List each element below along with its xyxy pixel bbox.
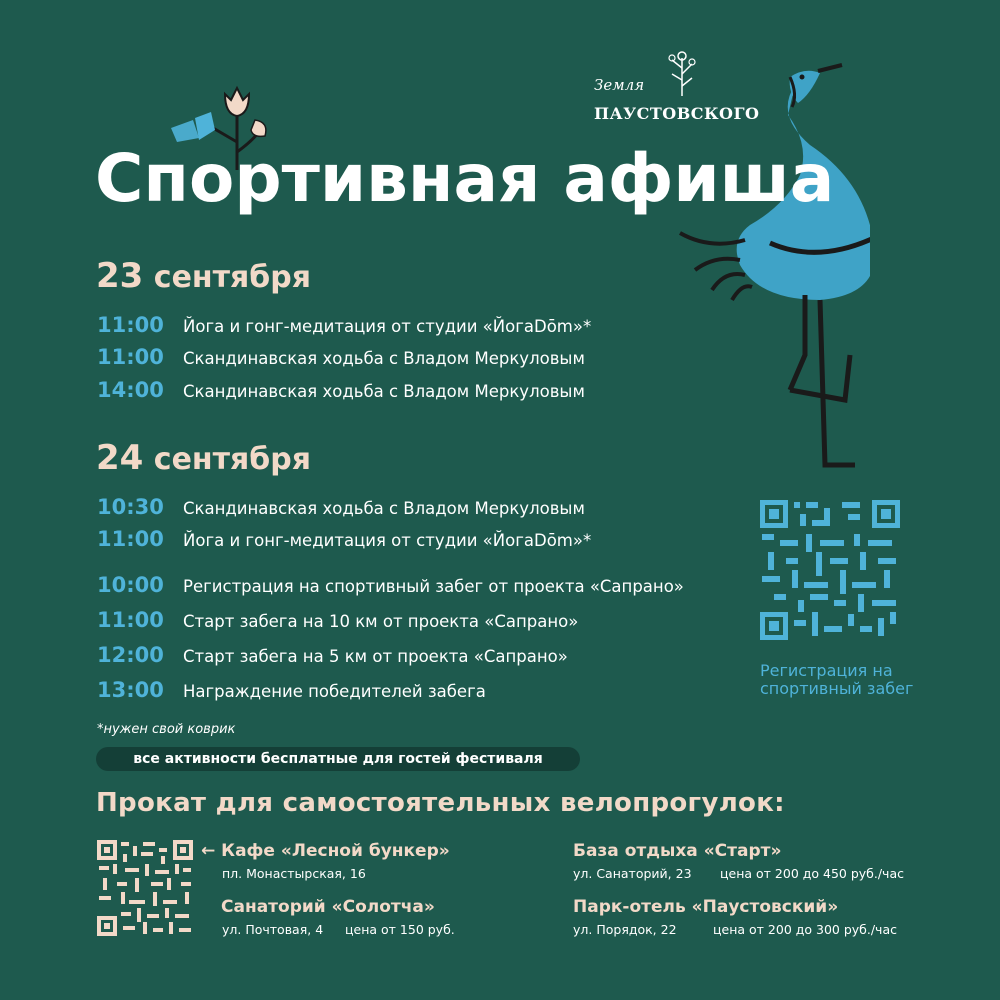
poster-title: Спортивная афиша (95, 140, 835, 217)
event-time: 14:00 (97, 378, 164, 402)
day-heading-23 (96, 256, 311, 296)
day-month: сентября (153, 442, 311, 477)
event-text: Награждение победителей забега (183, 682, 486, 701)
event-text: Старт забега на 10 км от проекта «Сапрано» (183, 612, 579, 631)
venue-name: Парк-отель «Паустовский» (573, 897, 839, 917)
registration-caption: Регистрация на спортивный забег (760, 661, 914, 698)
venue-name: Санаторий «Солотча» (221, 897, 435, 917)
venue-address: ул. Порядок, 22 (573, 922, 677, 937)
event-time: 11:00 (97, 527, 164, 551)
event-time: 10:00 (97, 573, 164, 597)
venue-price: цена от 200 до 450 руб./час (720, 866, 904, 881)
event-time: 12:00 (97, 643, 164, 667)
rental-title: Прокат для самостоятельных велопрогулок: (96, 788, 785, 818)
venue-price: цена от 200 до 300 руб./час (713, 922, 897, 937)
registration-qr-code[interactable] (760, 500, 900, 640)
day-heading-24 (96, 438, 311, 478)
event-time: 11:00 (97, 345, 164, 369)
venue-address: ул. Санаторий, 23 (573, 866, 692, 881)
venue-1 (201, 841, 450, 861)
event-text: Скандинавская ходьба с Владом Меркуловым (183, 382, 585, 401)
event-text: Старт забега на 5 км от проекта «Сапрано» (183, 647, 568, 666)
venue-name: База отдыха «Старт» (573, 841, 782, 861)
day-number: 24 (96, 438, 144, 478)
heron-illustration (670, 55, 870, 475)
event-text: Регистрация на спортивный забег от проекта «Сапрано» (183, 577, 684, 596)
event-time: 11:00 (97, 608, 164, 632)
venue-address: ул. Почтовая, 4 (222, 922, 324, 937)
event-text: Скандинавская ходьба с Владом Меркуловым (183, 349, 585, 368)
footnote: *нужен свой коврик (97, 722, 236, 737)
day-number: 23 (96, 256, 144, 296)
venue-name: Кафе «Лесной бункер» (221, 841, 450, 861)
venue-price: цена от 150 руб. (345, 922, 455, 937)
logo-script: Земля (594, 76, 645, 94)
event-time: 13:00 (97, 678, 164, 702)
event-text: Скандинавская ходьба с Владом Меркуловым (183, 499, 585, 518)
venue-address: пл. Монастырская, 16 (222, 866, 366, 881)
event-time: 10:30 (97, 495, 164, 519)
event-text: Йога и гонг-медитация от студии «ЙогаDōm»* (183, 317, 592, 336)
event-text: Йога и гонг-медитация от студии «ЙогаDōm»* (183, 531, 592, 550)
event-time: 11:00 (97, 313, 164, 337)
day-month: сентября (153, 260, 311, 295)
logo-name: ПАУСТОВСКОГО (594, 104, 760, 123)
arrow-left-icon: ← (201, 841, 216, 861)
free-activities-banner: все активности бесплатные для гостей фестиваля (96, 747, 580, 771)
rental-qr-code[interactable] (97, 840, 193, 936)
